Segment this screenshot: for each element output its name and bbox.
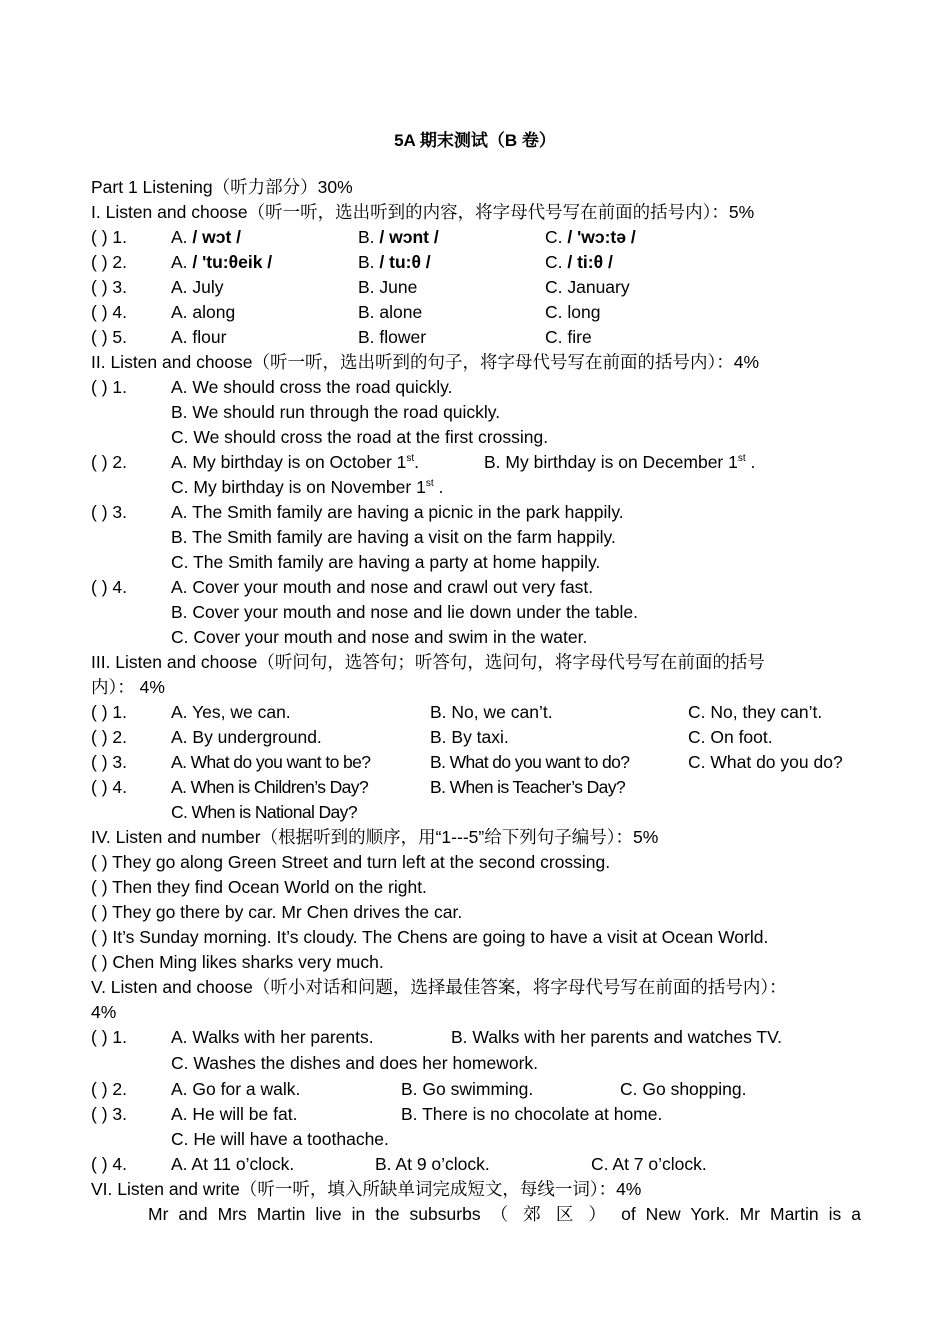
option-b: B. Go swimming.: [401, 1079, 534, 1099]
q-num: ( ) 2.: [91, 252, 127, 272]
option-a: A. He will be fat.: [171, 1104, 298, 1124]
part1-heading: Part 1 Listening（听力部分）30%: [91, 177, 353, 197]
q-num: ( ) 2.: [91, 1079, 127, 1099]
option-c: C. long: [545, 302, 601, 322]
option-c: C. We should cross the road at the first crossing.: [171, 427, 549, 447]
option-b: B. At 9 o’clock.: [375, 1154, 490, 1174]
list-item: ( ) Then they find Ocean World on the right.: [91, 877, 427, 897]
q-num: ( ) 2.: [91, 727, 127, 747]
passage-line: Mr and Mrs Martin live in the subsurbs （ 郊 区 ） of New York. Mr Martin is a: [148, 1204, 861, 1224]
q-num: ( ) 3.: [91, 752, 127, 772]
q-num: ( ) 3.: [91, 1104, 127, 1124]
option-a: A. The Smith family are having a picnic in the park happily.: [171, 502, 624, 522]
option-c: C. / ti:θ /: [545, 252, 613, 272]
option-c: C. The Smith family are having a party at home happily.: [171, 552, 601, 572]
option-c: C. Go shopping.: [620, 1079, 747, 1099]
list-item: ( ) They go along Green Street and turn left at the second crossing.: [91, 852, 611, 872]
option-a: A. July: [171, 277, 224, 297]
q-num: ( ) 4.: [91, 577, 127, 597]
option-a: A. flour: [171, 327, 227, 347]
list-item: ( ) They go there by car. Mr Chen drives the car.: [91, 902, 463, 922]
option-c: C. No, they can’t.: [688, 702, 823, 722]
section-4-heading: IV. Listen and number（根据听到的顺序，用“1---5”给下列句子编号）：5%: [91, 827, 659, 847]
option-c: C. What do you do?: [688, 752, 843, 772]
option-b: B. By taxi.: [430, 727, 509, 747]
option-c: C. On foot.: [688, 727, 773, 747]
option-a: A. Go for a walk.: [171, 1079, 301, 1099]
q-num: ( ) 4.: [91, 1154, 127, 1174]
q-num: ( ) 1.: [91, 227, 127, 247]
q-num: ( ) 1.: [91, 377, 127, 397]
option-b: B. The Smith family are having a visit on the farm happily.: [171, 527, 616, 547]
q-num: ( ) 2.: [91, 452, 127, 472]
section-1-heading: I. Listen and choose（听一听，选出听到的内容，将字母代号写在前面的括号内）：5%: [91, 202, 755, 222]
q-num: ( ) 5.: [91, 327, 127, 347]
option-b: B. flower: [358, 327, 427, 347]
option-a: A. / wɔt /: [171, 227, 242, 247]
q-num: ( ) 3.: [91, 277, 127, 297]
option-a: A. When is Children’s Day?: [171, 777, 369, 797]
option-a: A. What do you want to be?: [171, 752, 371, 772]
section-3-heading-cont: 内）： 4%: [91, 677, 165, 697]
q-num: ( ) 1.: [91, 1027, 127, 1047]
option-a: A. Yes, we can.: [171, 702, 291, 722]
option-a: A. Cover your mouth and nose and crawl out very fast.: [171, 577, 594, 597]
section-2-heading: II. Listen and choose（听一听，选出听到的句子，将字母代号写在前面的括号内）：4%: [91, 352, 760, 372]
option-c: C. When is National Day?: [171, 802, 357, 822]
page-title: 5A 期末测试（B 卷）: [394, 131, 556, 150]
option-a: A. / 'tu:θeik /: [171, 252, 273, 272]
option-a: A. along: [171, 302, 236, 322]
option-b: B. What do you want to do?: [430, 752, 630, 772]
q-num: ( ) 3.: [91, 502, 127, 522]
section-5-heading-cont: 4%: [91, 1002, 117, 1022]
option-b: B. / wɔnt /: [358, 227, 439, 247]
option-b: B. We should run through the road quickly.: [171, 402, 501, 422]
option-c: C. He will have a toothache.: [171, 1129, 389, 1149]
option-b: B. alone: [358, 302, 423, 322]
section-3-heading: III. Listen and choose（听问句，选答句；听答句，选问句，将字母代号写在前面的括号: [91, 652, 765, 672]
option-b: B. My birthday is on December 1st .: [484, 452, 756, 472]
option-b: B. Cover your mouth and nose and lie down under the table.: [171, 602, 638, 622]
option-c: C. My birthday is on November 1st .: [171, 477, 444, 497]
q-num: ( ) 1.: [91, 702, 127, 722]
option-c: C. Washes the dishes and does her homework.: [171, 1053, 539, 1073]
list-item: ( ) It’s Sunday morning. It’s cloudy. The Chens are going to have a visit at Ocean World.: [91, 927, 769, 947]
option-a: A. My birthday is on October 1st.: [171, 452, 420, 472]
option-c: C. / 'wɔ:tə /: [545, 227, 636, 247]
option-b: B. When is Teacher’s Day?: [430, 777, 626, 797]
q-num: ( ) 4.: [91, 302, 127, 322]
q-num: ( ) 4.: [91, 777, 127, 797]
option-c: C. fire: [545, 327, 592, 347]
section-6-heading: VI. Listen and write（听一听，填入所缺单词完成短文，每线一词）：4%: [91, 1179, 642, 1199]
passage: [91, 1203, 861, 1225]
option-a: A. By underground.: [171, 727, 322, 747]
option-b: B. / tu:θ /: [358, 252, 431, 272]
option-b: B. No, we can’t.: [430, 702, 553, 722]
option-a: A. Walks with her parents.: [171, 1027, 374, 1047]
option-c: C. January: [545, 277, 630, 297]
option-c: C. Cover your mouth and nose and swim in the water.: [171, 627, 588, 647]
option-b: B. There is no chocolate at home.: [401, 1104, 663, 1124]
option-a: A. We should cross the road quickly.: [171, 377, 453, 397]
list-item: ( ) Chen Ming likes sharks very much.: [91, 952, 384, 972]
option-a: A. At 11 o’clock.: [171, 1154, 295, 1174]
option-b: B. Walks with her parents and watches TV.: [451, 1027, 783, 1047]
option-c: C. At 7 o’clock.: [591, 1154, 707, 1174]
section-5-heading: V. Listen and choose（听小对话和问题，选择最佳答案，将字母代号写在前面的括号内）：: [91, 977, 787, 997]
option-b: B. June: [358, 277, 418, 297]
